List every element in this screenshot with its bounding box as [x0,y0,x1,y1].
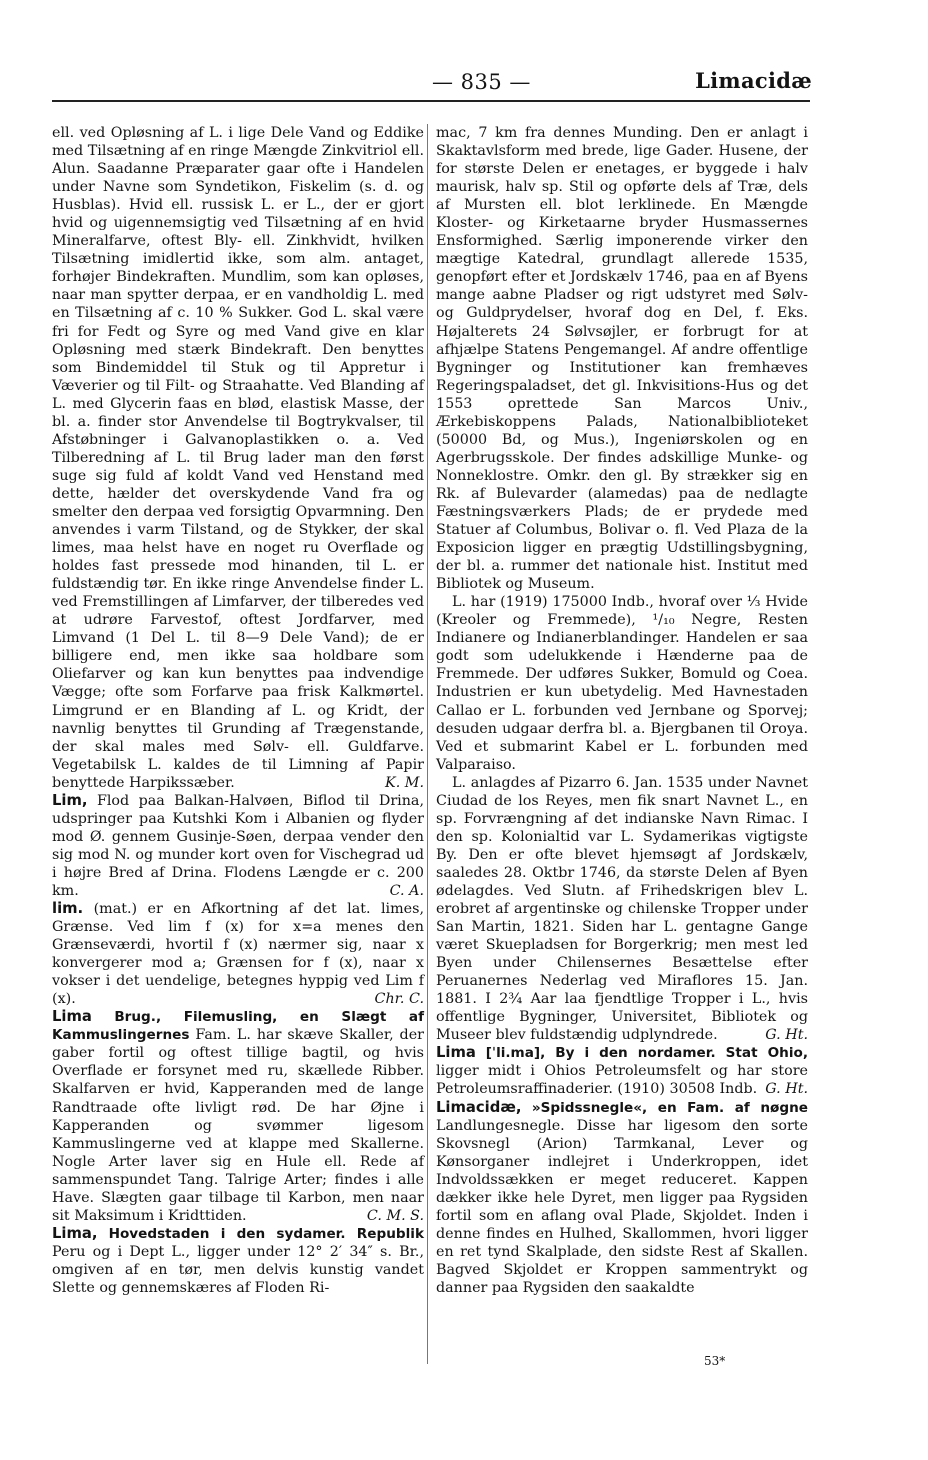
signature-mark: 53* [704,1354,726,1368]
entry-text: L. har (1919) 175000 Indb., hvoraf over ⅓ Hvide (Kreoler og Fremmede), ¹/₁₀ Negre, Resten Indianere og Indianerblandinger. Handelen er saa godt som udelukkende i Hænderne paa de Fremmede. Der udføres Sukker, Bomuld og Coea. Industrien er kun ubetydelig. Med Havnestaden Callao er L. forbunden ved Jernbane og Sporvej; desuden udgaar derfra bl. a. Bjergbanen til Oroya. Ved et submarint Kabel er L. forbunden med Valparaiso. [436,594,808,773]
page-header [52,68,810,102]
entry-subheading: »Spidssnegle«, en Fam. af nøgne [531,1099,808,1116]
running-head-keyword: Limacidæ [695,68,812,93]
entry-headword: Lima [436,1044,476,1062]
author-signature: Chr. C. [374,991,424,1008]
dictionary-entry [52,792,424,900]
dictionary-entry [52,900,424,1008]
author-signature: G. Ht. [765,1081,808,1098]
header-rule [52,100,810,102]
entry-text: Peru og i Dept L., ligger under 12° 2′ 34″ s. Br., omgiven af en tør, men delvis kunstig vandet Slette og gennemskæres af Floden Ri- [52,1243,424,1296]
author-signature: G. Ht. [765,1027,808,1044]
author-signature: C. A. [389,882,424,899]
paragraph [436,593,808,773]
paragraph [52,124,424,792]
entry-text: (mat.) er en Afkortning af det lat. limes, Grænse. Ved lim f (x) for x=a menes den Grænseværdi, hvortil f (x) nærmer sig, naar x konvergerer mod a; Grænsen for f (x), naar x vokser i det uendelige, betegnes hyppig ved Lim f (x). [52,901,424,1008]
right-column [436,124,808,1297]
paragraph [436,124,808,593]
entry-headword: Limacidæ, [436,1098,522,1116]
entry-text: ligger midt i Ohios Petroleumsfelt og har store Petroleumsraffinaderier. (1910) 30508 Indb. [436,1063,808,1098]
dictionary-entry [52,1008,424,1225]
dictionary-entry [52,1225,424,1297]
entry-text: Landlungesnegle. Disse har ligesom den sorte Skovsnegl (Arion) Tarmkanal, Lever og Kønsorganer indlejret i Underkroppen, idet Indvoldssækken er meget reduceret. Kappen dækker ikke hele Dyret, men ligger paa Rygsiden fortil som en aflang oval Plade, Skjoldet. Inden i denne findes en Hulhed, Skallommen, hvori ligger en ret tynd Skalplade, den sidste Rest af Skallen. Bagved Skjoldet er Kroppen sammentrykt og danner paa Rygsiden den saakaldte [436,1117,808,1296]
dictionary-entry [436,1099,808,1298]
page-number: — 835 — [432,70,531,94]
entry-subheading: Hovedstaden i den sydamer. Republik [108,1225,424,1242]
entry-text: Fam. L. har skæve Skaller, der gaber fortil og oftest tillige bagtil, og hvis Overflade er forsynet med ru, skællede Ribber. Skalfarven er hvid, Kapperanden med de lange Randtraade ofte livligt rød. De har Øjne i Kapperanden og svømmer ligesom Kammuslingerne ved at klappe med Skallerne. Nogle Arter laver sig en Hule ell. Rede af sammenspundet Tang. Talrige Arter; findes i alle Have. Slægten gaar tilbage til Karbon, men naar sit Maksimum i Kridttiden. [52,1027,424,1224]
entry-headword: Lima, [52,1224,98,1242]
entry-text: Flod paa Balkan-Halvøen, Biflod til Drina, udspringer paa Kutshki Kom i Albanien og flyder mod Ø. gennem Gusinje-Søen, derpaa vender den sig mod N. og munder kort oven for Vischegrad ud i højre Bred af Drina. Flodens Længde er c. 200 km. [52,792,425,899]
entry-subheading: Brug., Filemusling, en Slægt af Kammuslingernes [52,1009,425,1044]
entry-headword: Lima [52,1008,92,1026]
author-signature: K. M. [385,774,424,791]
column-divider [427,124,428,1364]
entry-text: mac, 7 km fra dennes Munding. Den er anlagt i Skaktavlsform med brede, lige Gader. Husene, der for største Delen er enetages, er byggede i halv maurisk, halv sp. Stil og opførte dels af Træ, dels af Mursten ell. blot lerklinede. En Mængde Kloster- og Kirketaarne bryder Husmassernes Ensformighed. Særlig imponerende virker den mægtige Katedral, grundlagt allerede 1535, genopført efter et Jordskælv 1746, paa en af Byens mange aabne Pladser og rigt udstyret med Sølv- og Guldprydelser, hvoraf dog en Del, f. Eks. Højalterets 24 Sølvsøjler, er forbrugt for at afhjælpe Statens Pengemangel. Af andre offentlige Bygninger og Institutioner kan fremhæves Regeringspaladset, det gl. Inkvisitions-Hus og det 1553 oprettede San Marcos Univ., Ærkebiskoppens Palads, Nationalbiblioteket (50000 Bd, og Mus.), Ingeniørskolen og en Agerbrugsskole. Der findes adskillige Munke- og Nonneklostre. Omkr. den gl. By strækker sig en Rk. af Bulevarder (alamedas) paa de nedlagte Fæstningsværkers Plads; de er prydede med Statuer af Columbus, Bolivar o. fl. Ved Plaza de la Exposicion ligger en prægtig Udstillingsbygning, der bl. a. rummer det nationale hist. Institut med Bibliotek og Museum. [436,125,808,593]
entry-headword: Lim, [52,791,88,809]
left-column [52,124,424,1297]
author-signature: C. M. S. [366,1207,424,1224]
dictionary-entry [436,1044,808,1098]
entry-text: L. anlagdes af Pizarro 6. Jan. 1535 under Navnet Ciudad de los Reyes, men fik snart Navnet L., en sp. Forvrængning af det indianske Navn Rimac. I den sp. Kolonialtid var L. Sydamerikas vigtigste By. Den er ofte blevet hjemsøgt af Jordskælv, saaledes 28. Oktbr 1746, da største Delen af Byen ødelagdes. Ved Slutn. af Frihedskrigen blev L. erobret af argentinske og chilenske Tropper under San Martin, 1821. Siden har L. gentagne Gange været Skuepladsen for Borgerkrig; men mest led Byen under Chilensernes Besættelse efter Peruanernes Nederlag ved Miraflores 15. Jan. 1881. I 2¾ Aar laa fjendtlige Tropper i L., hvis offentlige Bygninger, Universitet, Bibliotek og Museer blev fuldstændig udplyndrede. [436,774,808,1044]
entry-subheading: [ˈli.ma], By i den nordamer. Stat Ohio, [485,1045,808,1062]
paragraph [436,774,808,1045]
entry-headword: lim. [52,900,84,918]
entry-text: ell. ved Opløsning af L. i lige Dele Vand og Eddike med Tilsætning af en ringe Mængde Zinkvitriol ell. Alun. Saadanne Præparater gaar ofte i Handelen under Navne som Syndetikon, Fiskelim (s. d. og Husblas). Hvid ell. russisk L. er L., der er gjort hvid og uigennemsigtig ved Tilsætning af en hvid Mineralfarve, oftest Bly- ell. Zinkhvidt, hvilken Tilsætning imidlertid ikke, som alm. antaget, forhøjer Bindekraften. Mundlim, som kan opløses, naar man spytter derpaa, er en vandholdig L. med en Tilsætning af c. 10 % Sukker. God L. skal være fri for Fedt og Syre og med Vand give en klar Opløsning med stærk Bindekraft. Den benyttes som Bindemiddel til Stuk og til Appretur i Væverier og til Filt- og Straahatte. Ved Blanding af L. med Glycerin faas en blød, elastisk Masse, der bl. a. finder stor Anvendelse til Bogtrykvalser, til Afstøbninger i Galvanoplastikken o. a. Ved Tilberedning af L. til Brug lader man den først suge sig fuld af koldt Vand ved Henstand med dette, hælder det overskydende Vand fra og smelter den derpaa ved forsigtig Opvarmning. Den anvendes i varm Tilstand, og de Stykker, der skal limes, maa helst have en noget ru Overflade og holdes fast pressede mod hinanden, til L. er fuldstændig tør. En ikke ringe Anvendelse finder L. ved Fremstillingen af Limfarver, der tilberedes ved at udrøre Farvestof, oftest Jordfarver, med Limvand (1 Del L. til 8—9 Dele Vand); de er billigere end, men ikke saa holdbare som Oliefarver og kan kun benyttes paa indvendige Vægge; ofte som Forfarve paa frisk Kalkmørtel. Limgrund er en Blanding af L. og Kridt, der navnlig benyttes til Grunding af Trægenstande, der skal males med Sølv- ell. Guldfarve. Vegetabilsk L. kaldes de til Limning af Papir benyttede Harpikssæber. [52,125,424,791]
